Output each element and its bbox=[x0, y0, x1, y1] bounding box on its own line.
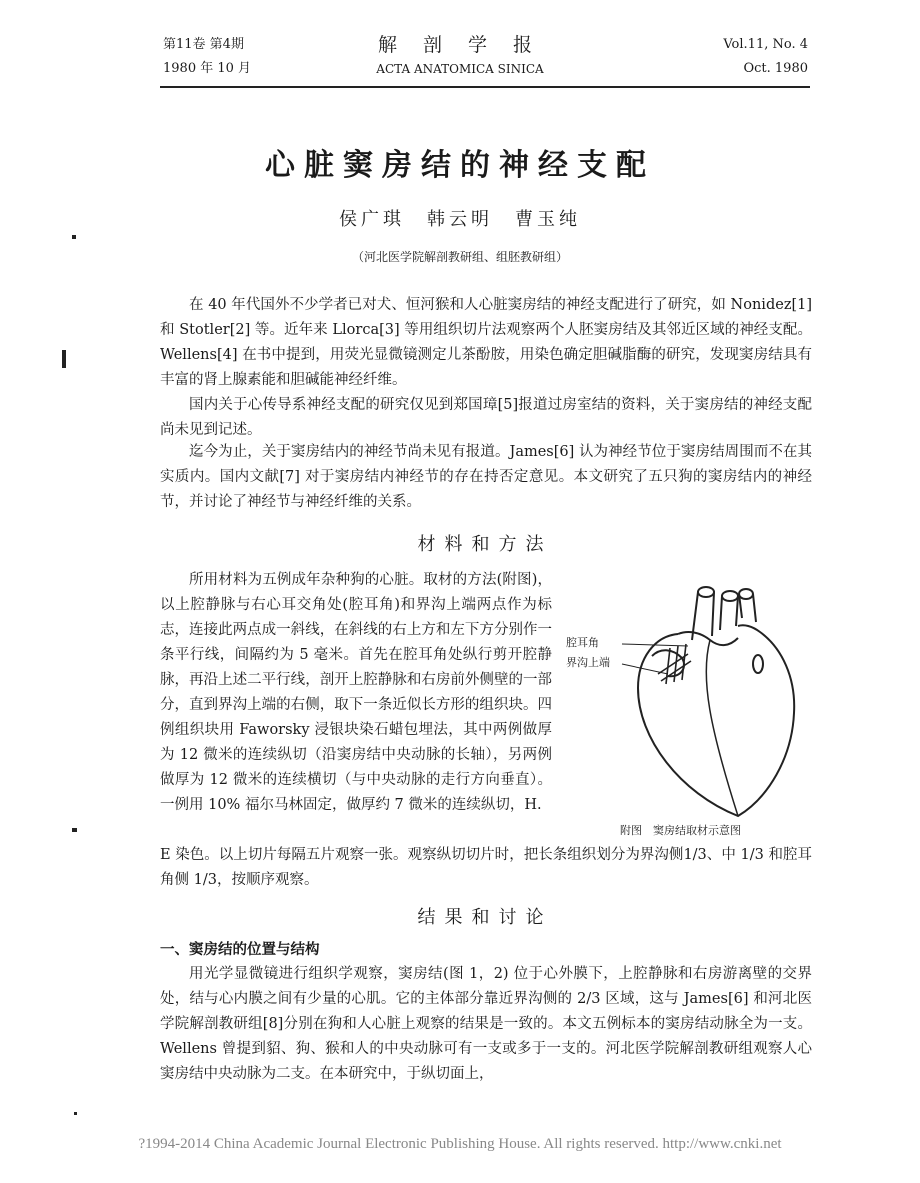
scan-mark bbox=[62, 350, 66, 368]
scan-mark bbox=[74, 1112, 77, 1115]
intro-paragraph-2: 国内关于心传导系神经支配的研究仅见到郑国璋[5]报道过房室结的资料，关于窦房结的神经支配尚未见到记述。 bbox=[160, 397, 812, 438]
volume-issue-cn: 第11卷 第4期 bbox=[163, 37, 244, 52]
volume-issue-en: Vol.11, No. 4 bbox=[723, 37, 808, 52]
copyright-footer: ?1994-2014 China Academic Journal Electronic Publishing House. All rights reserved. http://www.cnki.net bbox=[138, 1136, 782, 1152]
article-authors: 侯广琪 韩云明 曹玉纯 bbox=[339, 209, 581, 230]
date-en: Oct. 1980 bbox=[743, 61, 808, 76]
heart-schematic-figure bbox=[560, 578, 815, 823]
results-subheading: 一、窦房结的位置与结构 bbox=[160, 942, 320, 958]
results-heading: 结果和讨论 bbox=[417, 907, 553, 928]
methods-heading: 材料和方法 bbox=[417, 534, 553, 555]
date-cn: 1980 年 10 月 bbox=[163, 61, 252, 76]
figure-label-vena-appendage-angle: 腔耳角 bbox=[566, 636, 599, 649]
author-affiliation: （河北医学院解剖教研组、组胚教研组） bbox=[351, 250, 568, 264]
header-rule bbox=[160, 86, 810, 88]
methods-paragraph: 所用材料为五例成年杂种狗的心脏。取材的方法(附图)，以上腔静脉与右心耳交角处(腔耳角)和界沟上端两点作为标志，连接此两点成一斜线，在斜线的右上方和左下方分别作一条平行线，间隔约为 5 毫米。首先在腔耳角处纵行剪开腔静脉，再沿上述二平行线，剖开上腔静脉和右房前外侧壁的一部分，直到界沟上端的右侧，取下一条近似长方形的组织块。四例组织块用 Faworsky 浸银块染石蜡包埋法，其中两例做厚为 12 微米的连续纵切（沿窦房结中央动脉的长轴），另两例做厚为 12 微米的连续横切（与中央动脉的走行方向垂直）。一例用 10% 福尔马林固定，做厚约 7 微米的连续纵切，H. bbox=[160, 572, 552, 813]
methods-paragraph-cont: E 染色。以上切片每隔五片观察一张。观察纵切切片时，把长条组织划分为界沟侧1/3、中 1/3 和腔耳角侧 1/3，按顺序观察。 bbox=[160, 847, 812, 888]
article-title: 心脏窦房结的神经支配 bbox=[265, 148, 655, 183]
journal-title-en: ACTA ANATOMICA SINICA bbox=[376, 62, 544, 76]
scan-mark bbox=[72, 828, 77, 832]
intro-paragraph-1: 在 40 年代国外不少学者已对犬、恒河猴和人心脏窦房结的神经支配进行了研究，如 Nonidez[1] 和 Stotler[2] 等。近年来 Llorca[3] 等用组织切片法观察两个人胚窦房结及其邻近区域的神经支配。Wellens[4] 在书中提到，用荧光显微镜测定儿茶酚胺，用染色确定胆碱脂酶的研究，发现窦房结具有丰富的肾上腺素能和胆碱能神经纤维。 bbox=[160, 297, 812, 388]
journal-title-cn: 解 剖 学 报 bbox=[377, 34, 543, 56]
figure-label-terminal-groove: 界沟上端 bbox=[566, 656, 610, 669]
intro-paragraph-3: 迄今为止，关于窦房结内的神经节尚未见有报道。James[6] 认为神经节位于窦房结周围而不在其实质内。国内文献[7] 对于窦房结内神经节的存在持否定意见。本文研究了五只狗的窦房结内的神经节，并讨论了神经节与神经纤维的关系。 bbox=[160, 444, 812, 510]
scan-mark bbox=[72, 235, 76, 239]
results-paragraph: 用光学显微镜进行组织学观察，窦房结(图 1，2) 位于心外膜下，上腔静脉和右房游离壁的交界处，结与心内膜之间有少量的心肌。它的主体部分靠近界沟侧的 2/3 区域，这与 James[6] 和河北医学院解剖教研组[8]分别在狗和人心脏上观察的结果是一致的。本文五例标本的窦房结动脉全为一支。Wellens 曾提到貂、狗、猴和人的中央动脉可有一支或多于一支的。河北医学院解剖教研组观察人心窦房结中央动脉为二支。在本研究中，于纵切面上， bbox=[160, 966, 812, 1082]
figure-caption: 附图 窦房结取材示意图 bbox=[620, 824, 741, 837]
